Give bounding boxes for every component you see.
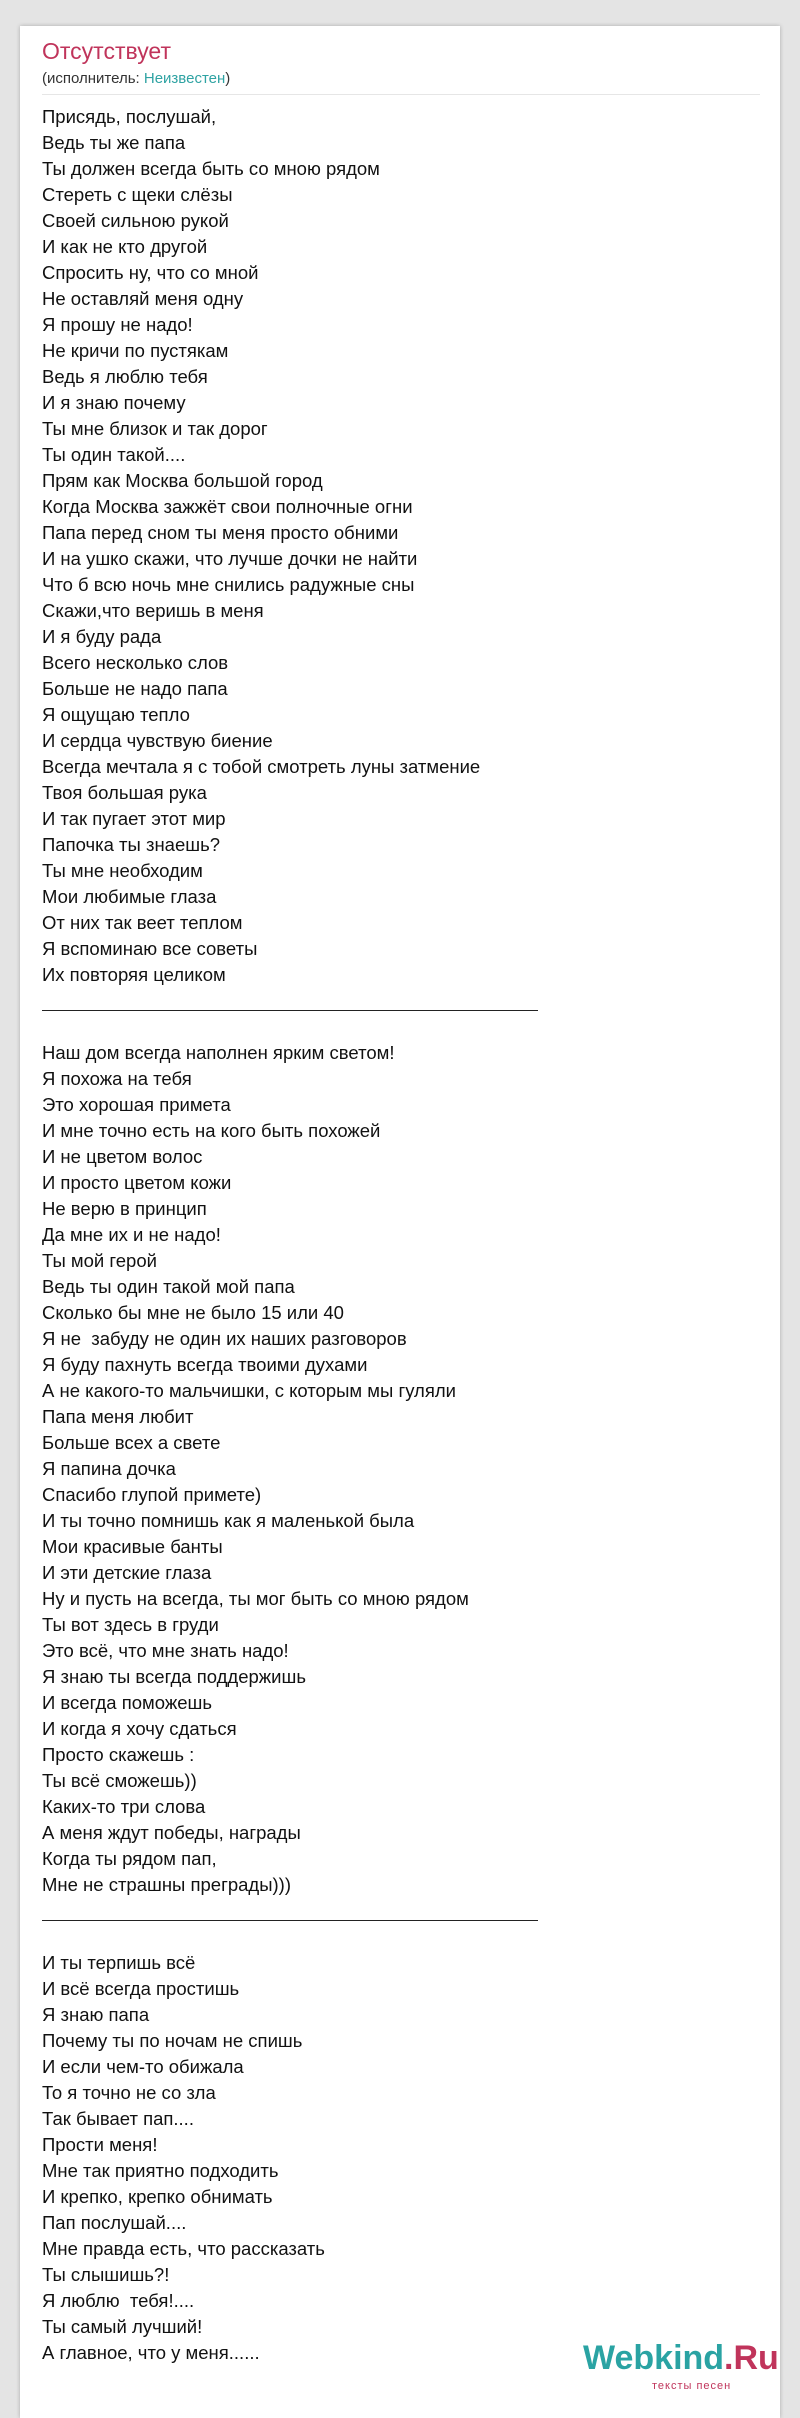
lyric-line: Всегда мечтала я с тобой смотреть луны затмение <box>42 756 481 777</box>
artist-link[interactable]: Неизвестен <box>143 70 226 87</box>
lyric-line: Я буду пахнуть всегда твоими духами <box>42 1354 368 1375</box>
lyric-line: Ну и пусть на всегда, ты мог быть со мною рядом <box>42 1588 469 1609</box>
lyric-line: Спросить ну, что со мной <box>42 262 259 283</box>
lyric-line: И сердца чувствую биение <box>42 730 273 751</box>
lyric-line: Мне так приятно подходить <box>42 2160 279 2181</box>
stanza-separator <box>42 1010 538 1011</box>
title-divider <box>42 94 760 95</box>
lyric-line: Прям как Москва большой город <box>42 470 323 491</box>
lyric-line: Твоя большая рука <box>42 782 207 803</box>
lyric-line: И когда я хочу сдаться <box>42 1718 237 1739</box>
lyric-line: Папа меня любит <box>42 1406 194 1427</box>
lyric-line: Мне правда есть, что рассказать <box>42 2238 325 2259</box>
brand-name: Webkind <box>583 2339 725 2377</box>
lyric-line: И так пугает этот мир <box>42 808 226 829</box>
lyric-line: Ведь ты один такой мой папа <box>42 1276 295 1297</box>
lyric-line: И если чем-то обижала <box>42 2056 244 2077</box>
lyric-line: Папа перед сном ты меня просто обними <box>42 522 399 543</box>
lyric-line: Ты самый лучший! <box>42 2316 203 2337</box>
lyric-line: Ты один такой.... <box>42 444 186 465</box>
lyric-line: Их повторяя целиком <box>42 964 226 985</box>
lyric-line: Ты должен всегда быть со мною рядом <box>42 158 380 179</box>
lyric-line: Не кричи по пустякам <box>42 340 229 361</box>
lyric-line: И крепко, крепко обнимать <box>42 2186 273 2207</box>
lyric-line: Присядь, послушай, <box>42 106 217 127</box>
lyric-line: Я ощущаю тепло <box>42 704 190 725</box>
lyric-line: Пап послушай.... <box>42 2212 187 2233</box>
lyric-line: Мне не страшны преграды))) <box>42 1874 291 1895</box>
lyric-line: Ты мне близок и так дорог <box>42 418 268 439</box>
lyric-line: И на ушко скажи, что лучше дочки не найти <box>42 548 418 569</box>
artist-line <box>42 69 230 89</box>
brand-domain: .Ru <box>724 2339 779 2377</box>
lyric-line: Наш дом всегда наполнен ярким светом! <box>42 1042 395 1063</box>
lyric-line: Я не забуду не один их наших разговоров <box>42 1328 407 1349</box>
lyric-line: Ведь ты же папа <box>42 132 186 153</box>
lyric-line: Я похожа на тебя <box>42 1068 192 1089</box>
lyric-line: Почему ты по ночам не спишь <box>42 2030 303 2051</box>
lyric-line: Папочка ты знаешь? <box>42 834 221 855</box>
lyric-line: Я знаю ты всегда поддержишь <box>42 1666 306 1687</box>
lyric-line: И ты точно помнишь как я маленькой была <box>42 1510 415 1531</box>
lyric-line: Да мне их и не надо! <box>42 1224 221 1245</box>
lyric-line: Не оставляй меня одну <box>42 288 244 309</box>
lyric-line: Просто скажешь : <box>42 1744 195 1765</box>
lyric-line: Всего несколько слов <box>42 652 229 673</box>
lyric-line: Я папина дочка <box>42 1458 176 1479</box>
brand-logo[interactable] <box>583 2338 779 2378</box>
lyric-line: Больше всех а свете <box>42 1432 221 1453</box>
lyric-line: И всё всегда простишь <box>42 1978 240 1999</box>
lyric-line: И не цветом волос <box>42 1146 203 1167</box>
lyric-line: Это всё, что мне знать надо! <box>42 1640 289 1661</box>
lyric-line: Каких-то три слова <box>42 1796 206 1817</box>
lyric-line: От них так веет теплом <box>42 912 243 933</box>
lyric-line: А не какого-то мальчишки, с которым мы гуляли <box>42 1380 456 1401</box>
lyric-line: Стереть с щеки слёзы <box>42 184 233 205</box>
lyric-line: Я прошу не надо! <box>42 314 193 335</box>
lyric-line: Прости меня! <box>42 2134 158 2155</box>
lyric-line: Так бывает пап.... <box>42 2108 194 2129</box>
lyric-line: Не верю в принцип <box>42 1198 207 1219</box>
lyric-line: А главное, что у меня...... <box>42 2342 260 2363</box>
artist-suffix: ) <box>225 70 231 87</box>
lyric-line: Ведь я люблю тебя <box>42 366 208 387</box>
lyric-line: Это хорошая примета <box>42 1094 231 1115</box>
lyric-line: Больше не надо папа <box>42 678 228 699</box>
lyric-line: Ты вот здесь в груди <box>42 1614 219 1635</box>
lyric-line: То я точно не со зла <box>42 2082 216 2103</box>
lyrics-body <box>42 104 538 2366</box>
stanza-separator <box>42 1920 538 1921</box>
lyric-line: Сколько бы мне не было 15 или 40 <box>42 1302 344 1323</box>
song-title: Отсутствует <box>42 38 171 64</box>
lyric-line: И просто цветом кожи <box>42 1172 232 1193</box>
lyric-line: Я люблю тебя!.... <box>42 2290 195 2311</box>
lyric-line: Я вспоминаю все советы <box>42 938 258 959</box>
brand-tagline: тексты песен <box>652 2380 732 2392</box>
lyric-line: Я знаю папа <box>42 2004 150 2025</box>
lyric-line: Когда ты рядом пап, <box>42 1848 217 1869</box>
lyric-line: И эти детские глаза <box>42 1562 212 1583</box>
lyric-line: И всегда поможешь <box>42 1692 212 1713</box>
lyric-line: И как не кто другой <box>42 236 208 257</box>
lyric-line: А меня ждут победы, награды <box>42 1822 301 1843</box>
lyric-line: Спасибо глупой примете) <box>42 1484 262 1505</box>
lyric-line: Ты слышишь?! <box>42 2264 170 2285</box>
lyric-line: И мне точно есть на кого быть похожей <box>42 1120 381 1141</box>
lyric-line: Скажи,что веришь в меня <box>42 600 264 621</box>
lyric-line: Ты мне необходим <box>42 860 203 881</box>
lyric-line: Мои красивые банты <box>42 1536 223 1557</box>
lyric-line: Когда Москва зажжёт свои полночные огни <box>42 496 413 517</box>
lyric-line: И ты терпишь всё <box>42 1952 196 1973</box>
artist-prefix: (исполнитель: <box>42 70 144 87</box>
lyric-line: Своей сильною рукой <box>42 210 229 231</box>
lyric-line: Ты мой герой <box>42 1250 157 1271</box>
lyric-line: Ты всё сможешь)) <box>42 1770 197 1791</box>
lyric-line: И я буду рада <box>42 626 162 647</box>
lyric-line: Что б всю ночь мне снились радужные сны <box>42 574 415 595</box>
lyric-line: Мои любимые глаза <box>42 886 217 907</box>
lyric-line: И я знаю почему <box>42 392 186 413</box>
